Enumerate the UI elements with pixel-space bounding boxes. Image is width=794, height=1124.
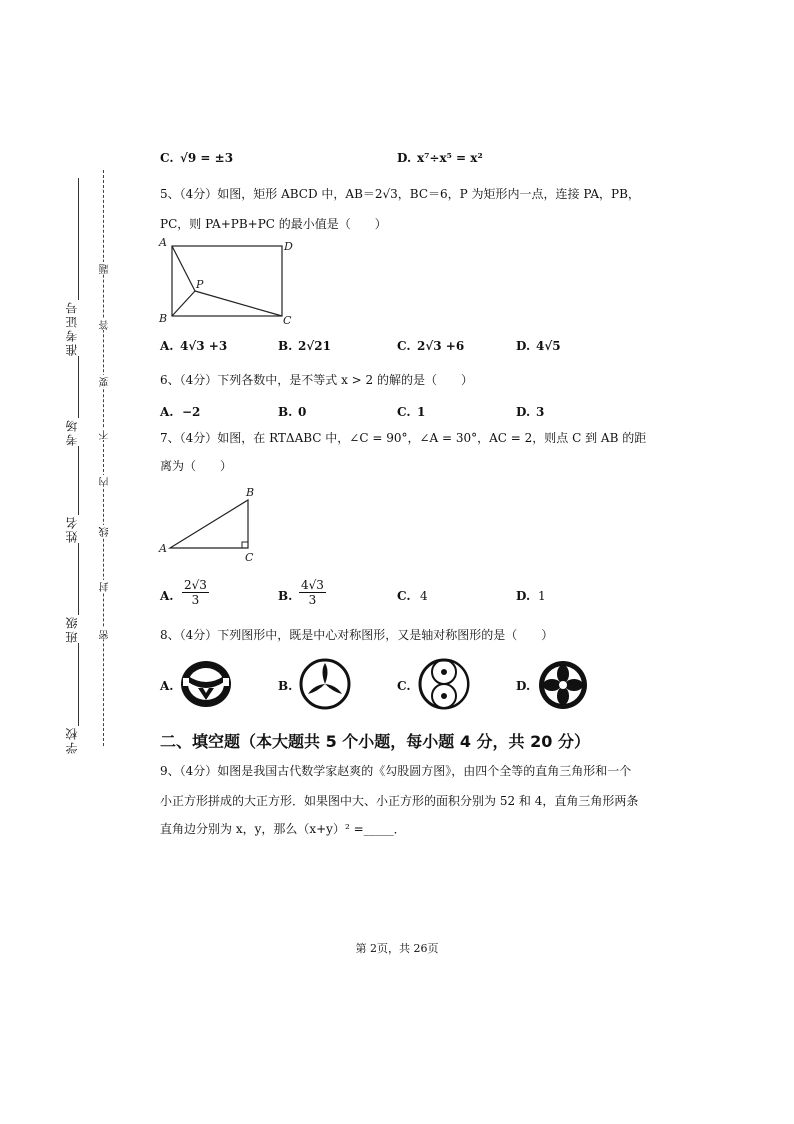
q5-option-d-text: 4√5	[536, 339, 561, 353]
seal-char: 不	[100, 428, 111, 440]
q8-option-a-label: A.	[160, 679, 174, 693]
q5-fig-label-d: D	[284, 240, 293, 253]
q7-option-b-numerator: 4√3	[301, 578, 324, 592]
q4-option-d-label: D.	[397, 151, 412, 165]
q6-option-d-label: D.	[516, 405, 531, 419]
q5-fig-label-a: A	[159, 236, 167, 249]
q9-stem-line3: 直角边分别为 x，y，那么（x+y）² =_____．	[160, 822, 406, 836]
q9-stem-line1: 9、（4分）如图是我国古代数学家赵爽的《勾股圆方图》，由四个全等的直角三角形和一个	[160, 764, 632, 778]
q5-rectangle-figure	[155, 236, 300, 326]
q8-option-c-label: C.	[397, 679, 411, 693]
q8-option-b-three-petal-icon	[298, 657, 352, 711]
q7-option-b-denominator: 3	[308, 593, 317, 607]
q5-option-c-text: 2√3 +6	[417, 339, 465, 353]
label-class: 班级	[65, 615, 79, 643]
q6-option-c-label: C.	[397, 405, 411, 419]
q6-stem: 6、（4分）下列各数中，是不等式 x > 2 的解的是（ ）	[160, 373, 473, 387]
q7-option-b-label: B.	[278, 589, 293, 603]
label-exam-id: 准考证号	[65, 300, 79, 356]
seal-char: 线	[100, 525, 111, 537]
q8-option-a-emblem-icon	[178, 658, 234, 710]
q7-option-a-denominator: 3	[191, 593, 200, 607]
q5-fig-label-b: B	[159, 312, 168, 325]
q5-stem-line1: 5、（4分）如图，矩形 ABCD 中，AB＝2√3，BC＝6，P 为矩形内一点，连接 PA，PB，	[160, 187, 640, 201]
q7-fig-label-a: A	[159, 542, 167, 555]
q6-option-d-text: 3	[536, 405, 545, 419]
q7-triangle-figure	[155, 484, 265, 564]
page-footer: 第 2页，共 26页	[355, 942, 439, 955]
seal-char: 要	[100, 375, 111, 387]
q7-option-d-label: D.	[516, 589, 531, 603]
q8-option-d-label: D.	[516, 679, 531, 693]
seal-char: 答	[100, 318, 111, 330]
q5-option-b-label: B.	[278, 339, 293, 353]
q7-stem-line1: 7、（4分）如图，在 RTΔABC 中，∠C = 90°，∠A = 30°，AC = 2，则点 C 到 AB 的距	[160, 431, 647, 445]
q4-option-c-label: C.	[160, 151, 174, 165]
label-school: 学校	[65, 726, 79, 754]
q9-stem-line2: 小正方形拼成的大正方形．如果图中大、小正方形的面积分别为 52 和 4，直角三角形两条	[160, 794, 639, 808]
seal-char: 内	[100, 475, 111, 487]
q5-fig-label-p: P	[196, 278, 204, 291]
q7-stem-line2: 离为（ ）	[160, 459, 233, 473]
q8-stem: 8、（4分）下列图形中，既是中心对称图形，又是轴对称图形的是（ ）	[160, 628, 554, 642]
q6-option-a-label: A.	[160, 405, 174, 419]
q7-fig-label-c: C	[245, 551, 254, 564]
binding-margin	[55, 170, 125, 760]
seal-char: 题	[100, 262, 111, 274]
q7-option-b-fraction	[299, 578, 326, 607]
q4-option-c-text: √9 = ±3	[180, 151, 234, 165]
label-exam-room: 考场	[65, 418, 79, 446]
q7-option-d-text: 1	[538, 589, 546, 603]
q8-option-c-yinyang-icon	[417, 657, 471, 711]
q8-option-d-four-petal-icon	[536, 658, 590, 712]
q5-option-c-label: C.	[397, 339, 411, 353]
label-name: 姓名	[65, 515, 79, 543]
section-fill-in-blank-title: 二、填空题（本大题共 5 个小题，每小题 4 分，共 20 分）	[160, 732, 590, 751]
q4-option-d-text: x⁷÷x⁵ = x²	[417, 151, 483, 165]
q7-option-a-numerator: 2√3	[184, 578, 207, 592]
q7-fig-label-b: B	[246, 486, 255, 499]
q6-option-c-text: 1	[417, 405, 426, 419]
seal-char: 密	[100, 628, 111, 640]
q7-option-c-label: C.	[397, 589, 411, 603]
q7-option-a-fraction	[182, 578, 209, 607]
q5-fig-label-c: C	[283, 314, 292, 326]
q6-option-b-text: 0	[298, 405, 307, 419]
seal-char: 封	[100, 580, 111, 592]
q5-option-d-label: D.	[516, 339, 531, 353]
q7-option-a-label: A.	[160, 589, 174, 603]
q5-option-a-text: 4√3 +3	[180, 339, 228, 353]
q7-option-c-text: 4	[420, 589, 428, 603]
q5-option-b-text: 2√21	[298, 339, 331, 353]
q5-stem-line2: PC，则 PA+PB+PC 的最小值是（ ）	[160, 217, 387, 231]
q8-option-b-label: B.	[278, 679, 293, 693]
binding-solid-line	[78, 178, 79, 750]
binding-dotted-line	[103, 170, 104, 746]
q5-option-a-label: A.	[160, 339, 174, 353]
q6-option-b-label: B.	[278, 405, 293, 419]
q6-option-a-text: −2	[182, 405, 201, 419]
